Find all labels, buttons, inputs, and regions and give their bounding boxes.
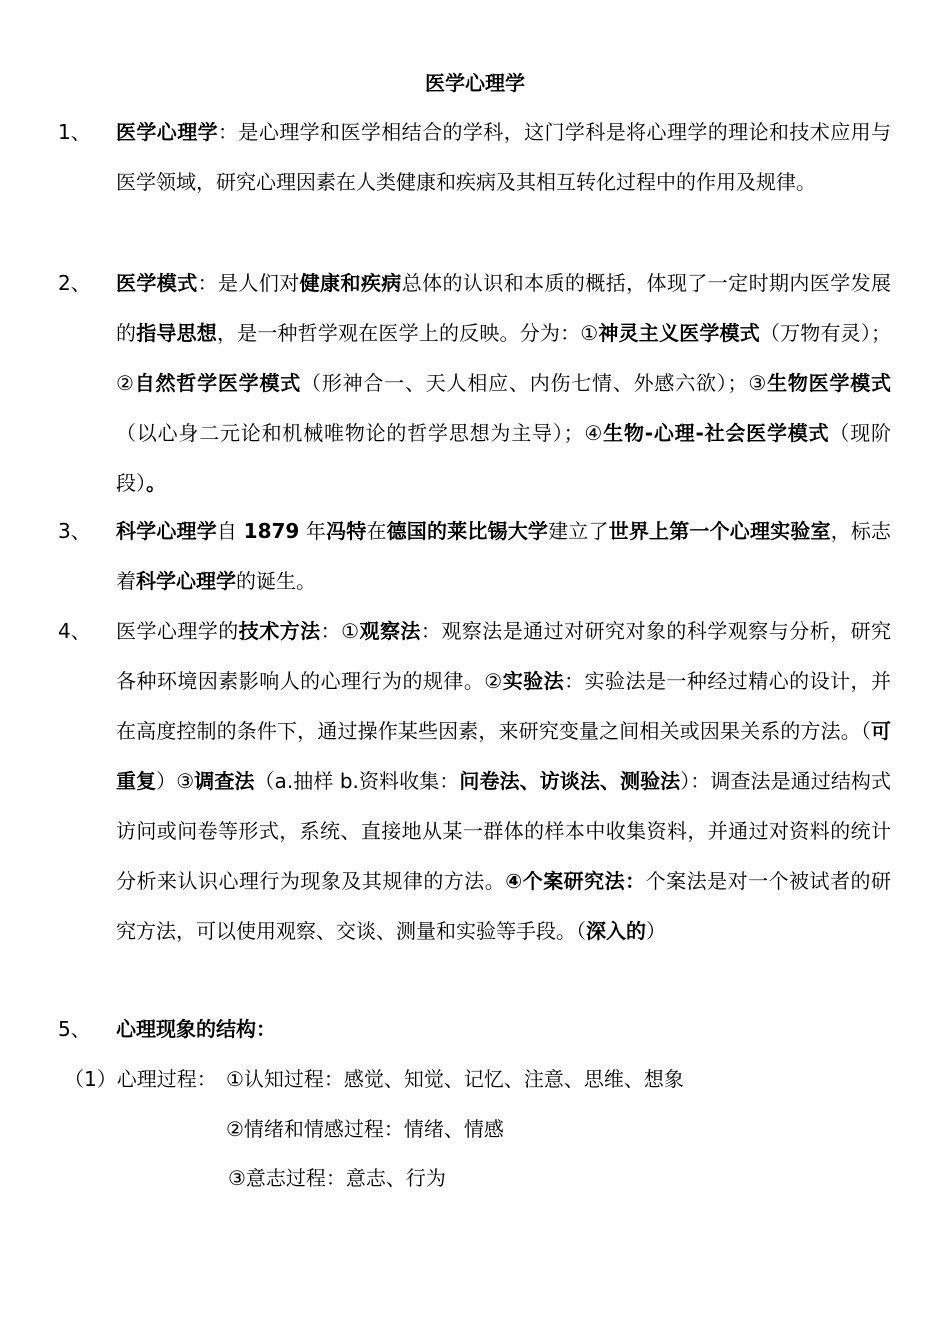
item-text bbox=[116, 107, 891, 207]
bold-text-run: 指导思想 bbox=[136, 321, 217, 345]
text-run: ，是一种哲学观在医学上的反映。分为：① bbox=[216, 321, 599, 345]
text-run: 总体的认识和本质的概括，体现了一定时期内医学发展的 bbox=[116, 271, 892, 345]
item-number: 3、 bbox=[58, 519, 91, 543]
bold-text-run: 。 bbox=[146, 471, 166, 495]
text-run: （形神合一、天人相应、内伤七情、外感六欲）；③ bbox=[301, 371, 768, 395]
text-run: ） bbox=[646, 919, 666, 943]
item-number: 2、 bbox=[58, 271, 91, 295]
bold-text-run: 自然哲学医学模式 bbox=[134, 371, 302, 395]
text-run: 医学心理学的 bbox=[116, 619, 239, 643]
item-number: 1、 bbox=[58, 120, 91, 144]
bold-text-run: 1879 bbox=[243, 519, 300, 543]
bold-text-run: 问卷法、访谈法、测验法 bbox=[459, 769, 681, 793]
sub-line-will: ③意志过程：意志、行为 bbox=[228, 1166, 446, 1190]
text-run: （万物有灵）；② bbox=[116, 321, 892, 395]
text-run: ：是心理学和医学相结合的学科，这门学科是将心理学的理论和技术应用与医学领域，研究心理因素在人类健康和疾病及其相互转化过程中的作用及规律。 bbox=[116, 120, 892, 194]
text-run: （a.抽样 b.资料收集： bbox=[254, 769, 460, 793]
bold-text-run: 德国的莱比锡大学 bbox=[386, 519, 549, 543]
bold-text-run: 观察法 bbox=[359, 619, 421, 643]
text-run: 自 bbox=[216, 519, 244, 543]
sub-heading-mental-process: （1）心理过程： bbox=[64, 1067, 217, 1091]
text-run: ：是人们对 bbox=[197, 271, 300, 295]
bold-text-run: 深入的 bbox=[586, 919, 646, 943]
bold-text-run: 生物医学模式 bbox=[767, 371, 892, 395]
bold-text-run: 神灵主义医学模式 bbox=[598, 321, 760, 345]
item-number: 5、 bbox=[58, 1017, 91, 1041]
bold-text-run: 医学心理学 bbox=[116, 120, 219, 144]
bold-text-run: 冯特 bbox=[326, 519, 367, 543]
bold-text-run: 实验法 bbox=[502, 669, 565, 693]
text-run: ）：调查法是通过结构式访问或问卷等形式，系统、直接地从某一群体的样本中收集资料，并通过对资料的统计分析来认识心理行为现象及其规律的方法。 bbox=[116, 769, 892, 893]
text-run: ）③ bbox=[156, 769, 195, 793]
text-run: （以心身二元论和机械唯物论的哲学思想为主导）；④ bbox=[116, 421, 604, 445]
document-title: 医学心理学 bbox=[425, 71, 525, 95]
text-run: ，标志着 bbox=[116, 519, 892, 593]
bold-text-run: ④个案研究法： bbox=[505, 869, 646, 893]
item-text bbox=[116, 258, 891, 508]
text-run: 个案法是对一个被试者的研究方法，可以使用观察、交谈、测量和实验等手段。（ bbox=[116, 869, 892, 943]
text-run: ：观察法是通过对研究对象的科学观察与分析，研究各种环境因素影响人的心理行为的规律。② bbox=[116, 619, 892, 693]
text-run: （现阶段） bbox=[116, 421, 891, 495]
item-text bbox=[116, 1004, 891, 1054]
item-text bbox=[116, 506, 891, 606]
text-run: 在 bbox=[366, 519, 387, 543]
bold-text-run: 科学心理学 bbox=[136, 569, 236, 593]
bold-text-run: 技术方法 bbox=[238, 619, 321, 643]
bold-text-run: 世界上第一个心理实验室 bbox=[608, 519, 831, 543]
text-run: 年 bbox=[299, 519, 327, 543]
bold-text-run: 可重复 bbox=[116, 719, 891, 793]
sub-line-cognitive: ①认知过程：感觉、知觉、记忆、注意、思维、想象 bbox=[226, 1067, 684, 1091]
text-run: 建立了 bbox=[548, 519, 609, 543]
bold-text-run: 健康和疾病 bbox=[299, 271, 402, 295]
bold-text-run: 科学心理学 bbox=[116, 519, 217, 543]
text-run: ：① bbox=[320, 619, 360, 643]
item-number: 4、 bbox=[58, 619, 91, 643]
bold-text-run: 心理现象的结构： bbox=[116, 1017, 276, 1041]
text-run: ：实验法是一种经过精心的设计，并在高度控制的条件下，通过操作某些因素，来研究变量之间相关或因果关系的方法。（ bbox=[116, 669, 892, 743]
text-run: 的诞生。 bbox=[236, 569, 316, 593]
bold-text-run: 生物-心理-社会医学模式 bbox=[603, 421, 830, 445]
sub-line-emotion: ②情绪和情感过程：情绪、情感 bbox=[226, 1117, 504, 1141]
bold-text-run: 医学模式 bbox=[116, 271, 198, 295]
bold-text-run: 调查法 bbox=[194, 769, 255, 793]
item-text bbox=[116, 606, 891, 956]
